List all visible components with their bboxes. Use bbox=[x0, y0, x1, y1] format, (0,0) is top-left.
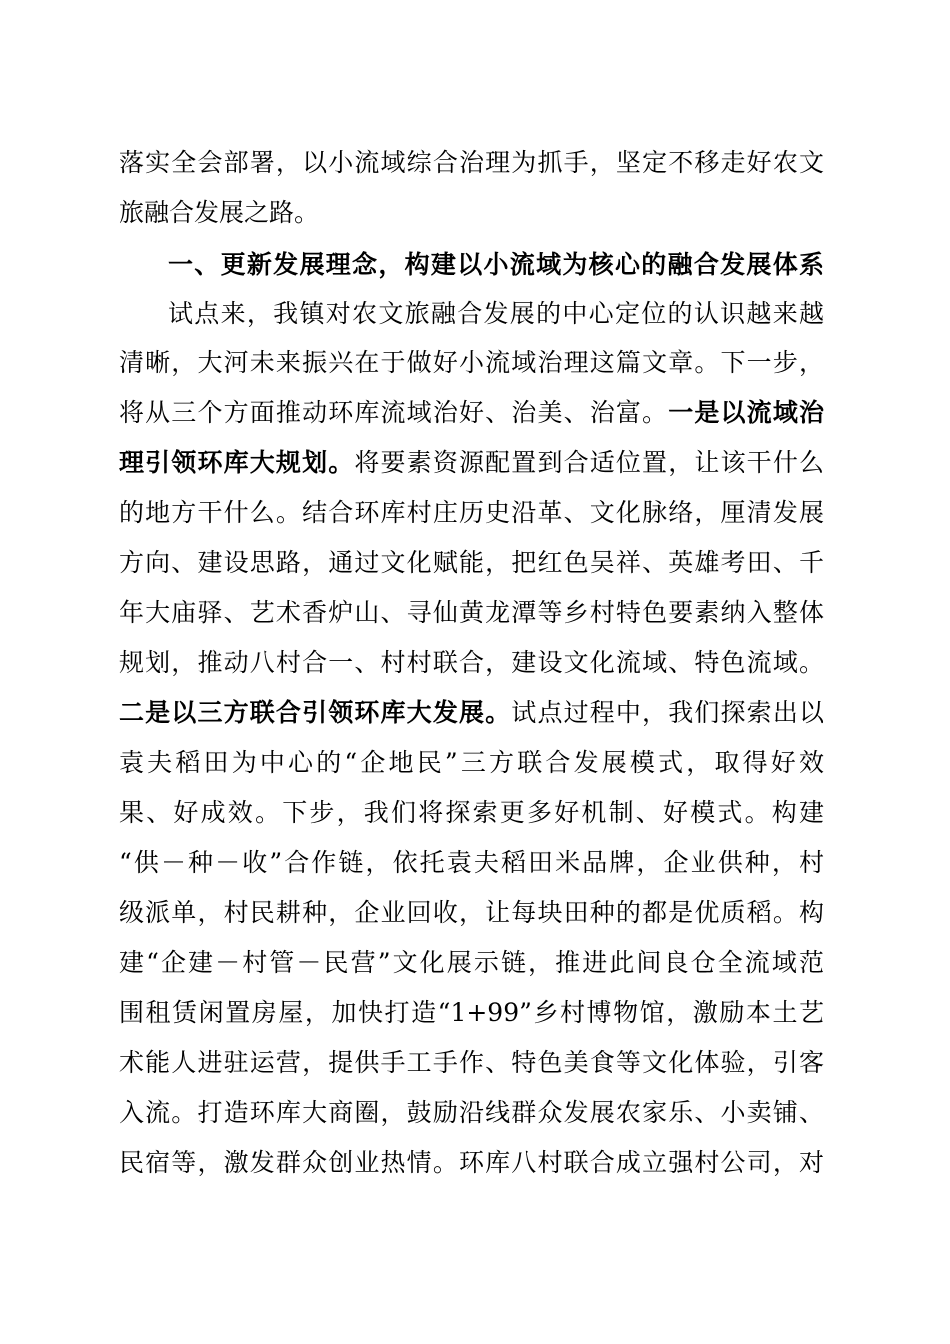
section-heading: 一、更新发展理念，构建以小流域为核心的融合发展体系 bbox=[168, 250, 824, 279]
body-line bbox=[119, 438, 824, 488]
body-line: 级派单，村民耕种，企业回收，让每块田种的都是优质稻。构 bbox=[119, 898, 824, 927]
body-line bbox=[119, 688, 824, 738]
body-line bbox=[119, 388, 824, 438]
bold-point-one: 一是以流域治 bbox=[668, 398, 824, 427]
body-text: 试点过程中，我们探索出以 bbox=[511, 698, 824, 727]
body-line: 入流。打造环库大商圈，鼓励沿线群众发展农家乐、小卖铺、 bbox=[119, 1098, 824, 1127]
body-line: 术能人进驻运营，提供手工手作、特色美食等文化体验，引客 bbox=[119, 1048, 824, 1077]
body-line: 试点来，我镇对农文旅融合发展的中心定位的认识越来越 bbox=[168, 299, 824, 328]
body-line: 方向、建设思路，通过文化赋能，把红色吴祥、英雄考田、千 bbox=[119, 548, 824, 577]
body-line: 清晰，大河未来振兴在于做好小流域治理这篇文章。下一步， bbox=[119, 348, 824, 377]
body-line: 规划，推动八村合一、村村联合，建设文化流域、特色流域。 bbox=[119, 648, 824, 677]
body-text: 将从三个方面推动环库流域治好、治美、治富。 bbox=[119, 398, 669, 427]
body-line: 建“企建－村管－民营”文化展示链，推进此间良仓全流域范 bbox=[119, 948, 824, 977]
body-line: 袁夫稻田为中心的“企地民”三方联合发展模式，取得好效 bbox=[119, 748, 824, 777]
body-line: “供－种－收”合作链，依托袁夫稻田米品牌，企业供种，村 bbox=[119, 848, 824, 877]
body-line: 旅融合发展之路。 bbox=[119, 198, 320, 227]
body-line: 围租赁闲置房屋，加快打造“1+99”乡村博物馆，激励本土艺 bbox=[119, 998, 824, 1027]
body-line: 年大庙驿、艺术香炉山、寻仙黄龙潭等乡村特色要素纳入整体 bbox=[119, 598, 824, 627]
body-line: 的地方干什么。结合环库村庄历史沿革、文化脉络，厘清发展 bbox=[119, 498, 824, 527]
bold-point-two: 二是以三方联合引领环库大发展。 bbox=[119, 698, 512, 727]
bold-point-one-cont: 理引领环库大规划。 bbox=[119, 448, 355, 477]
body-text: 将要素资源配置到合适位置，让该干什么 bbox=[354, 448, 824, 477]
body-line: 落实全会部署，以小流域综合治理为抓手，坚定不移走好农文 bbox=[119, 148, 824, 177]
body-line: 民宿等，激发群众创业热情。环库八村联合成立强村公司，对 bbox=[119, 1148, 824, 1177]
body-line: 果、好成效。下步，我们将探索更多好机制、好模式。构建 bbox=[119, 798, 824, 827]
